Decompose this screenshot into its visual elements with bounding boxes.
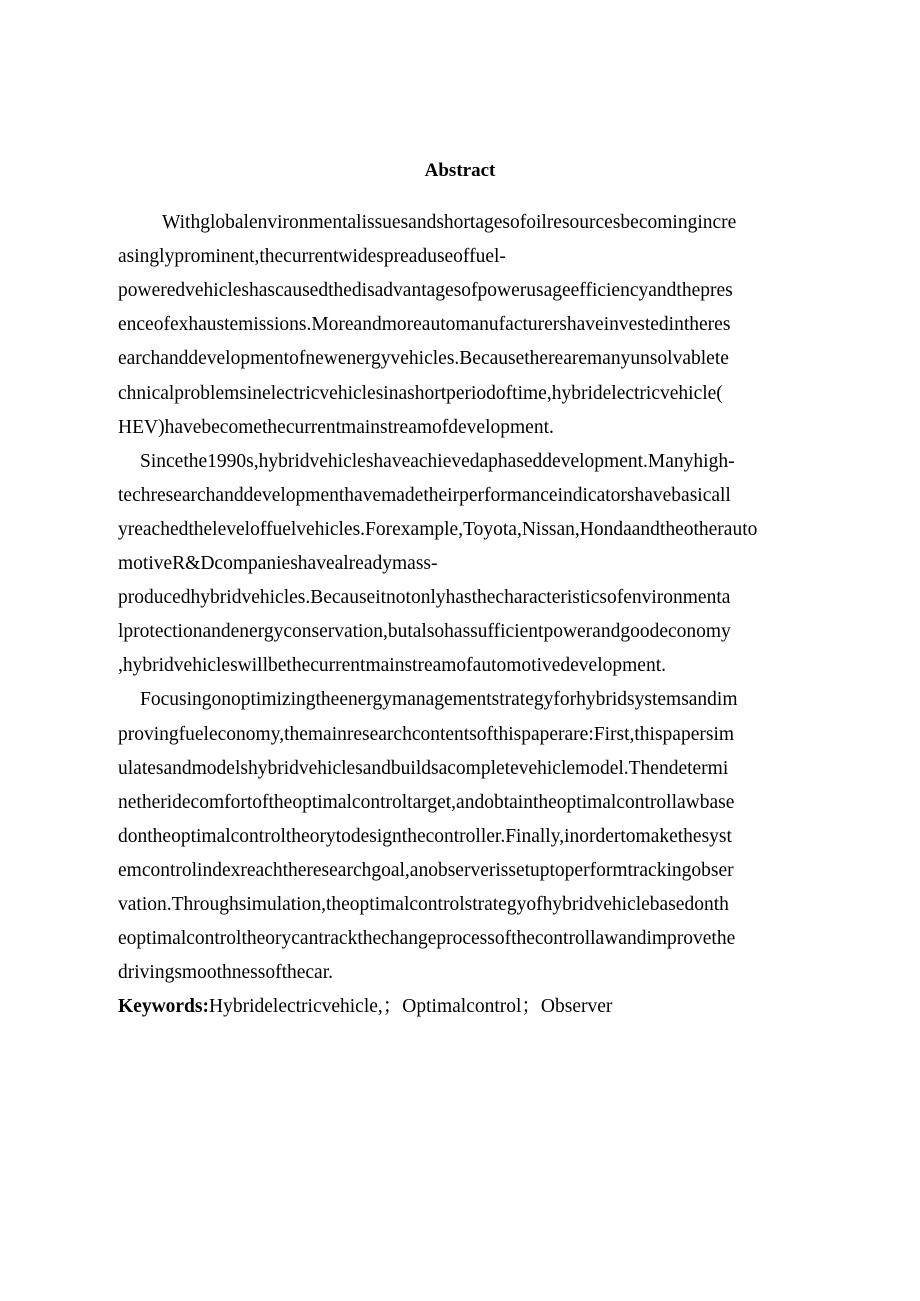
- paragraph-3-line: drivingsmoothnessofthecar.: [118, 962, 334, 984]
- paragraph-2-line: techresearchanddevelopmenthavemadetheirperformanceindicatorshavebasicall: [118, 484, 731, 506]
- paragraph-3-line: ulatesandmodelshybridvehiclesandbuildsacompletevehiclemodel.Thendetermi: [118, 757, 729, 779]
- paragraph-1-line: HEV)havebecomethecurrentmainstreamofdevelopment.: [118, 416, 554, 438]
- paragraph-1-line: enceofexhaustemissions.Moreandmoreautomanufacturershaveinvestedintheres: [118, 314, 731, 336]
- paragraph-1-line: earchanddevelopmentofnewenergyvehicles.Becausetherearemanyunsolvablete: [118, 348, 729, 370]
- paragraph-2-line: ,hybridvehicleswillbethecurrentmainstreamofautomotivedevelopment.: [118, 655, 666, 677]
- paragraph-2-line: yreachedtheleveloffuelvehicles.Forexample,Toyota,Nissan,Hondaandtheotherauto: [118, 518, 758, 540]
- paragraph-1-line: asinglyprominent,thecurrentwidespreaduseoffuel-: [118, 246, 506, 268]
- paragraph-2-line: producedhybridvehicles.Becauseitnotonlyhasthecharacteristicsofenvironmenta: [118, 587, 731, 609]
- paragraph-2-line: lprotectionandenergyconservation,butalsohassufficientpowerandgoodeconomy: [118, 621, 731, 643]
- paragraph-3-line: emcontrolindexreachtheresearchgoal,anobserverissetuptoperformtrackingobser: [118, 859, 734, 881]
- paragraph-3-line: netheridecomfortoftheoptimalcontroltarget,andobtaintheoptimalcontrollawbase: [118, 791, 735, 813]
- paragraph-3-line: Focusingonoptimizingtheenergymanagementstrategyforhybridsystemsandim: [140, 689, 738, 711]
- keywords-label: Keywords:: [118, 996, 209, 1018]
- paragraph-3-line: provingfueleconomy,themainresearchcontentsofthispaperare:First,thispapersim: [118, 723, 735, 745]
- abstract-title: Abstract: [424, 160, 496, 181]
- paragraph-3-line: eoptimalcontroltheorycantrackthechangeprocessofthecontrollawandimprovethe: [118, 928, 736, 950]
- paragraph-3-line: vation.Throughsimulation,theoptimalcontrolstrategyofhybridvehiclebasedonth: [118, 894, 729, 915]
- paragraph-1-line: Withglobalenvironmentalissuesandshortagesofoilresourcesbecomingincre: [162, 212, 737, 233]
- keywords-text: Hybridelectricvehicle,；Optimalcontrol；Observer: [209, 996, 613, 1018]
- paragraph-1-line: poweredvehicleshascausedthedisadvantagesofpowerusageefficiencyandthepres: [118, 280, 733, 302]
- keywords-line: [118, 994, 808, 1020]
- paragraph-1-line: chnicalproblemsinelectricvehiclesinashortperiodoftime,hybridelectricvehicle(: [118, 382, 723, 404]
- paragraph-2-line: Sincethe1990s,hybridvehicleshaveachievedaphaseddevelopment.Manyhigh-: [140, 450, 735, 472]
- paragraph-2-line: motiveR&Dcompanieshavealreadymass-: [118, 553, 438, 574]
- paragraph-3-line: dontheoptimalcontroltheorytodesignthecontroller.Finally,inordertomakethesyst: [118, 825, 732, 847]
